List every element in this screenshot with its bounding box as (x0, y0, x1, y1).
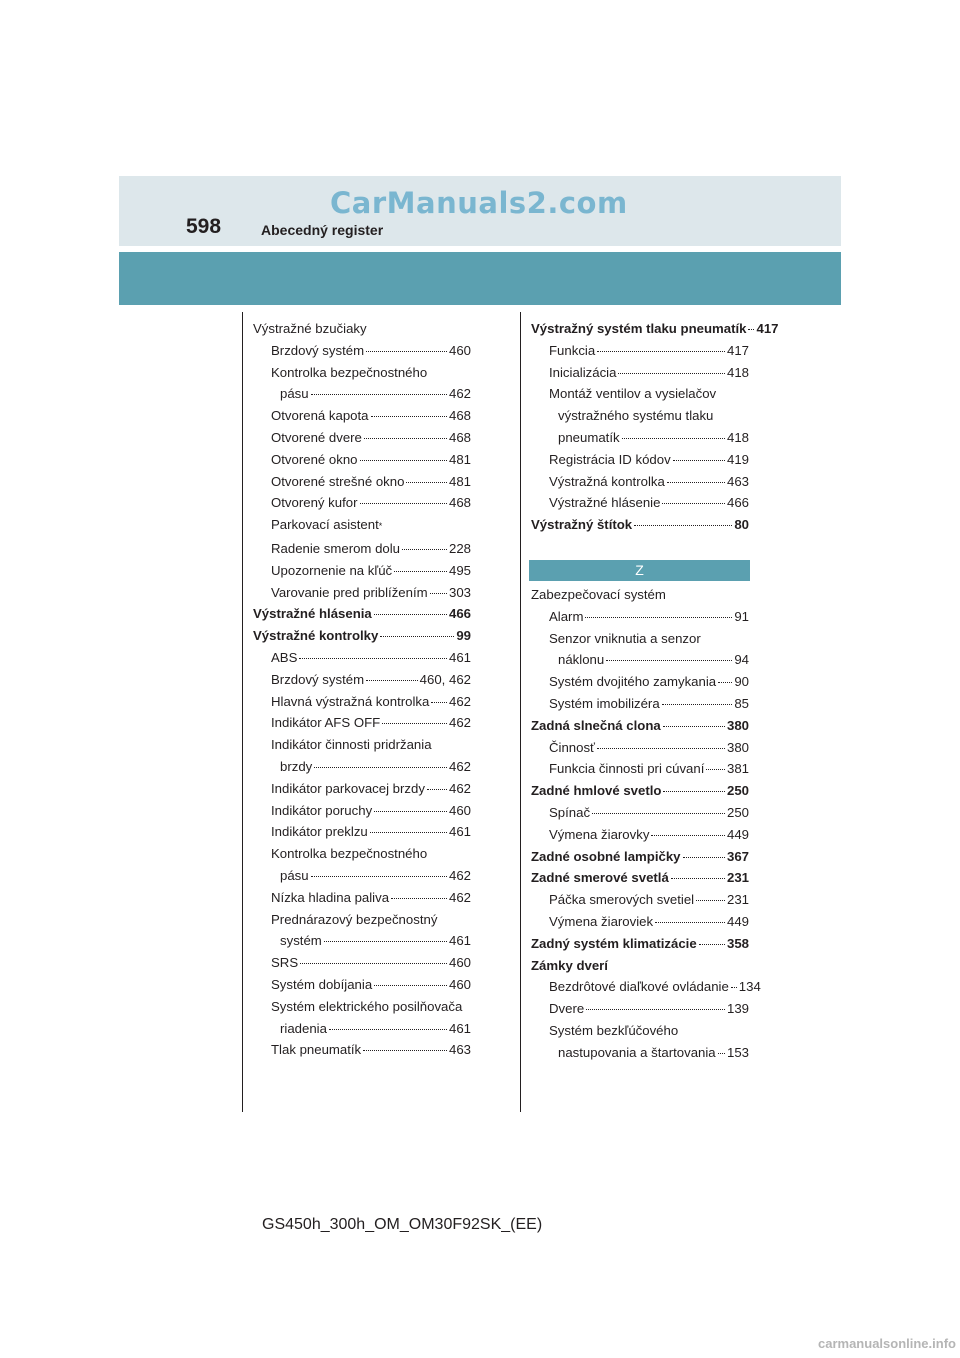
index-term: Upozornenie na kľúč (271, 562, 393, 578)
index-entry (531, 492, 749, 514)
index-term: Výstražné kontrolky (253, 628, 379, 644)
watermark-logo-top[interactable]: CarManuals2.com (330, 186, 628, 220)
page-reference[interactable]: 466 (448, 606, 471, 622)
dot-leader (683, 857, 725, 858)
index-term: brzdy (280, 758, 313, 774)
index-entry (253, 538, 471, 560)
index-entry (531, 584, 749, 606)
index-entry (531, 1042, 749, 1064)
dot-leader (667, 482, 725, 483)
index-entry (253, 865, 471, 887)
index-entry (253, 427, 471, 449)
dot-leader (663, 791, 725, 792)
index-term: ABS (271, 649, 298, 665)
index-term: Výmena žiaroviek (549, 913, 654, 929)
page-reference[interactable]: 231 (726, 870, 749, 886)
page-reference[interactable]: 380 (726, 739, 749, 755)
page-reference[interactable]: 460 (448, 802, 471, 818)
dot-leader (324, 941, 447, 942)
page-reference[interactable]: 449 (726, 826, 749, 842)
section-title: Abecedný register (261, 222, 384, 238)
index-term: Systém dobíjania (271, 976, 373, 992)
index-entry (531, 405, 749, 427)
page-reference[interactable]: 463 (726, 473, 749, 489)
index-term: náklonu (558, 652, 605, 668)
dot-leader (585, 617, 732, 618)
index-term: Zadný systém klimatizácie (531, 935, 697, 951)
dot-leader (371, 416, 447, 417)
index-term: Výstražné hlásenie (549, 495, 661, 511)
index-entry (531, 362, 749, 384)
page-reference[interactable]: 381 (726, 761, 749, 777)
dot-leader (731, 987, 737, 988)
index-entry (253, 514, 471, 538)
index-term: Kontrolka bezpečnostného (271, 846, 428, 862)
index-term: Parkovací asistent (271, 517, 379, 533)
index-term: nastupovania a štartovania (558, 1044, 716, 1060)
page-reference[interactable]: 481 (448, 451, 471, 467)
index-entry (253, 669, 471, 691)
index-term: Alarm (549, 608, 584, 624)
index-term: Kontrolka bezpečnostného (271, 364, 428, 380)
index-term: pásu (280, 386, 309, 402)
dot-leader (606, 660, 732, 661)
dot-leader (382, 723, 447, 724)
page-reference[interactable]: 449 (726, 913, 749, 929)
index-entry (253, 756, 471, 778)
index-term: Výstražné hlásenia (253, 606, 372, 622)
index-column-left (253, 318, 471, 1061)
index-term: Radenie smerom dolu (271, 540, 401, 556)
dot-leader (634, 525, 732, 526)
page-reference[interactable]: 460, 462 (419, 671, 471, 687)
document-code: GS450h_300h_OM_OM30F92SK_(EE) (262, 1216, 543, 1233)
index-entry (253, 471, 471, 493)
dot-leader (311, 876, 447, 877)
index-entry (531, 693, 749, 715)
index-term: Hlavná výstražná kontrolka (271, 693, 430, 709)
index-entry (531, 867, 749, 889)
dot-leader (718, 682, 732, 683)
index-term: Prednárazový bezpečnostný (271, 911, 438, 927)
page-reference[interactable]: 91 (734, 608, 749, 624)
dot-leader (696, 900, 725, 901)
dot-leader (314, 767, 447, 768)
index-entry (253, 1039, 471, 1061)
dot-leader (597, 351, 725, 352)
page-reference[interactable]: 228 (448, 540, 471, 556)
page-reference[interactable]: 461 (448, 649, 471, 665)
dot-leader (300, 963, 447, 964)
dot-leader (366, 680, 418, 681)
page-reference[interactable]: 466 (726, 495, 749, 511)
index-entry (531, 889, 749, 911)
page-reference[interactable]: 231 (726, 892, 749, 908)
page-reference[interactable]: 460 (448, 955, 471, 971)
index-entry (531, 780, 749, 802)
index-entry (531, 737, 749, 759)
index-entry (531, 758, 749, 780)
page-reference[interactable]: 250 (726, 783, 749, 799)
index-term: systém (280, 933, 322, 949)
page-reference[interactable]: 303 (448, 584, 471, 600)
index-term: Činnosť (549, 739, 595, 755)
index-entry (531, 318, 779, 340)
dot-leader (364, 438, 447, 439)
dot-leader (622, 438, 725, 439)
index-entry (253, 712, 471, 734)
dot-leader (374, 985, 447, 986)
page-reference[interactable]: 460 (448, 342, 471, 358)
index-term: Funkcia (549, 342, 596, 358)
index-entry (253, 996, 471, 1018)
index-term: Zadné smerové svetlá (531, 870, 669, 886)
index-entry (253, 340, 471, 362)
index-entry (253, 647, 471, 669)
index-entry (531, 976, 761, 998)
dot-leader (431, 702, 447, 703)
index-entry (253, 909, 471, 931)
index-entry (253, 952, 471, 974)
index-entry (253, 691, 471, 713)
page-reference[interactable]: 250 (726, 804, 749, 820)
index-term: Varovanie pred priblížením (271, 584, 428, 600)
page-reference[interactable]: 462 (448, 780, 471, 796)
page-reference[interactable]: 460 (448, 976, 471, 992)
index-entry (253, 821, 471, 843)
index-term: Otvorené strešné okno (271, 473, 405, 489)
index-term: Otvorený kufor (271, 495, 358, 511)
page-reference[interactable]: 80 (734, 517, 749, 533)
page-reference[interactable]: 462 (448, 715, 471, 731)
index-entry (531, 933, 749, 955)
dot-leader (360, 460, 447, 461)
index-term: Systém elektrického posilňovača (271, 998, 463, 1014)
dot-leader (427, 789, 447, 790)
page-reference[interactable]: 461 (448, 824, 471, 840)
index-term: Systém imobilizéra (549, 695, 660, 711)
index-term: Montáž ventilov a vysielačov (549, 386, 717, 402)
dot-leader (374, 614, 447, 615)
index-term: Otvorené okno (271, 451, 358, 467)
dot-leader (663, 726, 725, 727)
page-reference[interactable]: 481 (448, 473, 471, 489)
index-term: Nízka hladina paliva (271, 889, 390, 905)
dot-leader (380, 636, 454, 637)
dot-leader (394, 571, 447, 572)
index-entry (531, 1020, 749, 1042)
index-entry (253, 887, 471, 909)
dot-leader (718, 1053, 725, 1054)
index-term: pásu (280, 867, 309, 883)
index-entry (253, 582, 471, 604)
index-term: Zadná slnečná clona (531, 717, 661, 733)
page-reference[interactable]: 462 (448, 867, 471, 883)
header-accent-bar (119, 252, 841, 305)
index-term: Výmena žiarovky (549, 826, 650, 842)
index-entry (531, 427, 749, 449)
index-column-right-z (531, 584, 761, 1064)
index-term: Zámky dverí (531, 957, 608, 973)
index-entry (531, 846, 749, 868)
index-entry (253, 778, 471, 800)
index-term: Systém dvojitého zamykania (549, 674, 717, 690)
index-term: Inicializácia (549, 364, 617, 380)
dot-leader (406, 482, 447, 483)
index-entry (253, 974, 471, 996)
page-reference[interactable]: 90 (734, 674, 749, 690)
index-entry (531, 649, 749, 671)
index-entry (531, 998, 749, 1020)
index-entry (253, 734, 471, 756)
index-term: výstražného systému tlaku (558, 408, 714, 424)
index-entry (531, 911, 749, 933)
index-term: Zadné hmlové svetlo (531, 783, 662, 799)
page-reference[interactable]: 417 (726, 342, 749, 358)
dot-leader (618, 373, 725, 374)
index-term: pneumatík (558, 429, 620, 445)
index-term: Výstražná kontrolka (549, 473, 665, 489)
page-reference[interactable]: 462 (448, 386, 471, 402)
page-reference[interactable]: 380 (726, 717, 749, 733)
index-term: Dvere (549, 1001, 585, 1017)
index-entry (531, 606, 749, 628)
index-entry (531, 955, 749, 977)
index-term: Výstražný štítok (531, 517, 633, 533)
footnote-marker: * (378, 521, 383, 532)
index-entry (531, 802, 749, 824)
index-term: Brzdový systém (271, 671, 365, 687)
index-entry (253, 560, 471, 582)
page-reference[interactable]: 134 (738, 979, 761, 995)
dot-leader (662, 503, 725, 504)
dot-leader (655, 922, 725, 923)
index-entry (531, 628, 749, 650)
dot-leader (673, 460, 725, 461)
index-entry (531, 715, 749, 737)
dot-leader (311, 394, 447, 395)
dot-leader (662, 704, 733, 705)
dot-leader (592, 813, 725, 814)
index-term: Otvorená kapota (271, 408, 369, 424)
index-term: Systém bezkľúčového (549, 1022, 679, 1038)
dot-leader (586, 1009, 725, 1010)
page-reference[interactable]: 418 (726, 364, 749, 380)
index-entry (253, 405, 471, 427)
index-term: Spínač (549, 804, 591, 820)
watermark-bottom[interactable]: carmanualsonline.info (818, 1336, 956, 1351)
page-reference[interactable]: 495 (448, 562, 471, 578)
index-entry (253, 1018, 471, 1040)
index-term: Indikátor parkovacej brzdy (271, 780, 425, 796)
index-term: riadenia (280, 1020, 327, 1036)
page-reference[interactable]: 139 (726, 1001, 749, 1017)
index-term: Výstražný systém tlaku pneumatík (531, 321, 747, 336)
page-reference[interactable]: 419 (726, 451, 749, 467)
letter-heading-z: Z (529, 560, 750, 581)
index-term: Indikátor činnosti pridržania (271, 737, 432, 753)
index-column-right-top (531, 318, 779, 536)
index-entry (253, 843, 471, 865)
page-reference[interactable]: 461 (448, 933, 471, 949)
index-entry (253, 930, 471, 952)
dot-leader (748, 329, 754, 330)
dot-leader (671, 878, 725, 879)
page-reference[interactable]: 418 (726, 429, 749, 445)
page-reference[interactable]: 468 (448, 429, 471, 445)
page-reference[interactable]: 367 (726, 848, 749, 864)
page-reference[interactable]: 462 (448, 889, 471, 905)
page-reference[interactable]: 99 (456, 628, 471, 644)
index-entry (531, 671, 749, 693)
index-term: Zadné osobné lampičky (531, 848, 681, 864)
index-entry (531, 514, 749, 536)
page-reference[interactable]: 468 (448, 495, 471, 511)
index-entry (253, 383, 471, 405)
index-term: Registrácia ID kódov (549, 451, 671, 467)
dot-leader (329, 1029, 447, 1030)
page-reference[interactable]: 94 (734, 652, 749, 668)
dot-leader (299, 658, 447, 659)
index-entry (253, 603, 471, 625)
dot-leader (391, 898, 447, 899)
page-reference[interactable]: 461 (448, 1020, 471, 1036)
dot-leader (366, 351, 447, 352)
page-reference[interactable]: 417 (756, 321, 779, 336)
index-term: Bezdrôtové diaľkové ovládanie (549, 979, 729, 995)
dot-leader (430, 593, 447, 594)
column-divider-left (242, 312, 243, 1112)
page-reference[interactable]: 463 (448, 1042, 471, 1058)
column-divider-right (520, 312, 521, 1112)
dot-leader (706, 769, 725, 770)
index-entry (253, 449, 471, 471)
page-number: 598 (186, 215, 222, 238)
index-term: Indikátor AFS OFF (271, 715, 381, 731)
dot-leader (370, 832, 447, 833)
index-term: Funkcia činnosti pri cúvaní (549, 761, 705, 777)
index-entry (253, 362, 471, 384)
index-term: Indikátor poruchy (271, 802, 373, 818)
dot-leader (651, 835, 725, 836)
dot-leader (597, 748, 725, 749)
index-term: Výstražné bzučiaky (253, 321, 367, 336)
index-term: Tlak pneumatík (271, 1042, 362, 1058)
page-reference[interactable]: 85 (734, 695, 749, 711)
page-reference[interactable]: 462 (448, 693, 471, 709)
index-entry (253, 318, 471, 340)
index-term: Zabezpečovací systém (531, 587, 666, 602)
index-term: Páčka smerových svetiel (549, 892, 695, 908)
index-term: Otvorené dvere (271, 429, 362, 445)
page-reference[interactable]: 153 (726, 1044, 749, 1060)
page-reference[interactable]: 358 (726, 935, 749, 951)
index-term: Indikátor preklzu (271, 824, 368, 840)
index-entry (531, 340, 749, 362)
index-entry (253, 492, 471, 514)
index-entry (531, 449, 749, 471)
page-reference[interactable]: 468 (448, 408, 471, 424)
index-term: Senzor vniknutia a senzor (549, 630, 701, 646)
index-entry (531, 383, 749, 405)
index-entry (531, 824, 749, 846)
dot-leader (360, 503, 447, 504)
index-entry (531, 471, 749, 493)
dot-leader (374, 811, 447, 812)
dot-leader (402, 549, 447, 550)
dot-leader (699, 944, 725, 945)
page-reference[interactable]: 462 (448, 758, 471, 774)
index-term: SRS (271, 955, 299, 971)
dot-leader (363, 1050, 447, 1051)
index-term: Brzdový systém (271, 342, 365, 358)
index-entry (253, 800, 471, 822)
index-entry (253, 625, 471, 647)
